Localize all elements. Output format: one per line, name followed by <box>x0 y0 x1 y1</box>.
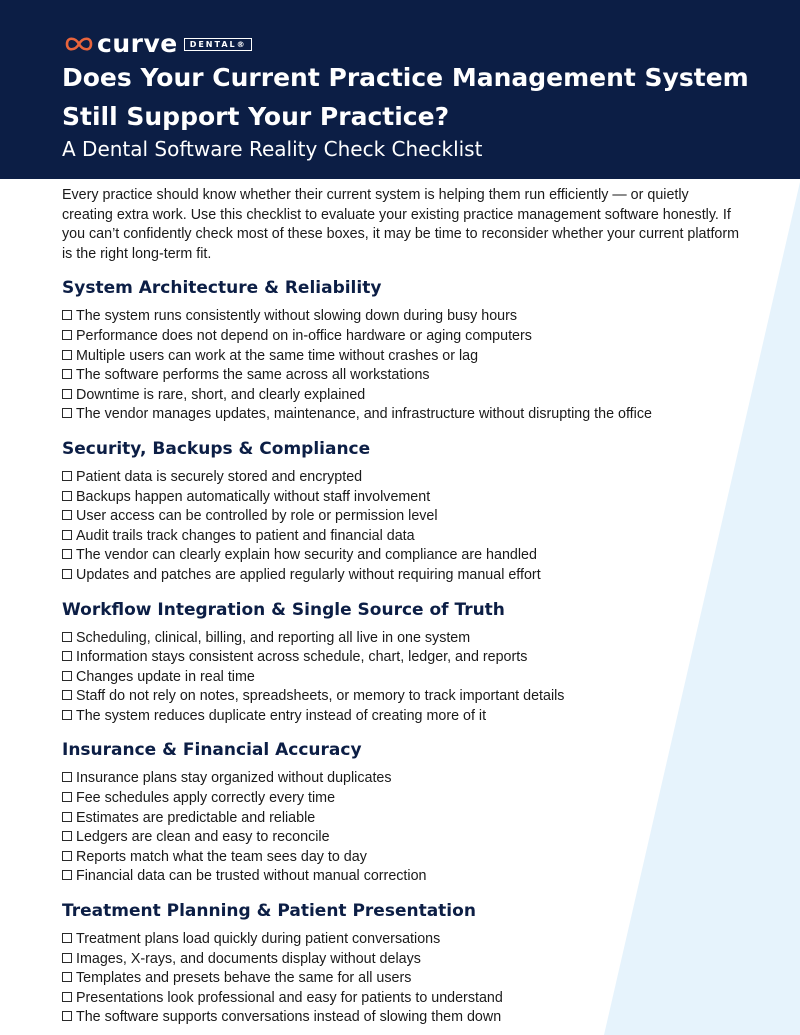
checklist-item <box>62 347 742 367</box>
checklist-item <box>62 707 742 727</box>
checkbox-icon[interactable] <box>62 812 72 822</box>
checkbox-icon[interactable] <box>62 851 72 861</box>
logo-badge: DENTAL® <box>184 38 252 51</box>
checkbox-icon[interactable] <box>62 389 72 399</box>
checkbox-icon[interactable] <box>62 310 72 320</box>
main-content <box>62 186 742 1028</box>
checklist-item <box>62 405 742 425</box>
header-banner <box>0 0 800 179</box>
checkbox-icon[interactable] <box>62 992 72 1002</box>
intro-paragraph: Every practice should know whether their current system is helping them run efficiently — or quietly creating extra work. Use this checklist to evaluate your existing practice management software honestly. If you can’t confidently check most of these boxes, it may be time to reconsider whether your current platform is the right long-term fit. <box>62 187 740 262</box>
checklist-item <box>62 468 742 488</box>
checklist-item <box>62 789 742 809</box>
checklist-item-text: Audit trails track changes to patient and financial data <box>76 527 415 544</box>
checklist-item <box>62 366 742 386</box>
checklist <box>62 629 742 727</box>
checklist-item-text: User access can be controlled by role or permission level <box>76 508 438 525</box>
section-heading: System Architecture & Reliability <box>62 278 382 299</box>
checkbox-icon[interactable] <box>62 569 72 579</box>
checklist-item-text: Downtime is rare, short, and clearly explained <box>76 386 366 403</box>
checkbox-icon[interactable] <box>62 632 72 642</box>
checklist-item-text: The system runs consistently without slowing down during busy hours <box>76 308 518 325</box>
checklist-item-text: Estimates are predictable and reliable <box>76 809 316 826</box>
checklist-section <box>62 739 742 887</box>
checkbox-icon[interactable] <box>62 330 72 340</box>
checklist-item <box>62 668 742 688</box>
checklist-item <box>62 809 742 829</box>
checklist-section <box>62 438 742 586</box>
checkbox-icon[interactable] <box>62 1011 72 1021</box>
checklist-item <box>62 566 742 586</box>
checkbox-icon[interactable] <box>62 933 72 943</box>
section-heading: Treatment Planning & Patient Presentation <box>62 901 476 922</box>
checklist-item <box>62 950 742 970</box>
checklist <box>62 930 742 1028</box>
checklist <box>62 769 742 887</box>
checklist-item-text: Treatment plans load quickly during patient conversations <box>76 931 441 948</box>
checklist <box>62 307 742 425</box>
checklist-item-text: Images, X-rays, and documents display without delays <box>76 950 421 967</box>
section-heading: Workflow Integration & Single Source of Truth <box>62 599 505 620</box>
checklist-item-text: Staff do not rely on notes, spreadsheets, or memory to track important details <box>76 688 565 705</box>
checkbox-icon[interactable] <box>62 710 72 720</box>
checklist-sections <box>62 277 742 1028</box>
checklist-item-text: The software performs the same across all workstations <box>76 367 430 384</box>
checklist-item <box>62 488 742 508</box>
checklist-item <box>62 507 742 527</box>
checklist-item-text: Ledgers are clean and easy to reconcile <box>76 829 330 846</box>
checkbox-icon[interactable] <box>62 549 72 559</box>
checklist-item-text: Backups happen automatically without staff involvement <box>76 488 431 505</box>
checklist-item-text: Fee schedules apply correctly every time <box>76 790 336 807</box>
checklist-item <box>62 1008 742 1028</box>
checkbox-icon[interactable] <box>62 530 72 540</box>
checklist-item <box>62 327 742 347</box>
checklist-item <box>62 969 742 989</box>
checklist-item-text: Performance does not depend on in-office hardware or aging computers <box>76 327 532 344</box>
checkbox-icon[interactable] <box>62 651 72 661</box>
checklist-item-text: Changes update in real time <box>76 668 255 685</box>
checklist <box>62 468 742 586</box>
checkbox-icon[interactable] <box>62 408 72 418</box>
curve-logo-icon <box>64 35 94 53</box>
checkbox-icon[interactable] <box>62 831 72 841</box>
checklist-item <box>62 930 742 950</box>
checklist-item-text: Insurance plans stay organized without duplicates <box>76 770 392 787</box>
checkbox-icon[interactable] <box>62 671 72 681</box>
checkbox-icon[interactable] <box>62 953 72 963</box>
checkbox-icon[interactable] <box>62 471 72 481</box>
checklist-section <box>62 277 742 425</box>
checkbox-icon[interactable] <box>62 369 72 379</box>
checklist-item <box>62 527 742 547</box>
checklist-item-text: The vendor manages updates, maintenance, and infrastructure without disrupting the office <box>76 406 652 423</box>
checkbox-icon[interactable] <box>62 690 72 700</box>
checkbox-icon[interactable] <box>62 792 72 802</box>
section-heading: Security, Backups & Compliance <box>62 438 371 459</box>
checklist-item <box>62 828 742 848</box>
page-title: Does Your Current Practice Management System Still Support Your Practice? <box>62 63 749 131</box>
checklist-item-text: Updates and patches are applied regularly without requiring manual effort <box>76 566 541 583</box>
checklist-section <box>62 900 742 1028</box>
checklist-item <box>62 769 742 789</box>
checklist-item <box>62 629 742 649</box>
checklist-item <box>62 687 742 707</box>
checklist-item <box>62 848 742 868</box>
checklist-item-text: The system reduces duplicate entry instead of creating more of it <box>76 707 487 724</box>
logo-wordmark: curve <box>97 29 178 58</box>
checklist-item-text: Information stays consistent across schedule, chart, ledger, and reports <box>76 649 528 666</box>
checklist-section <box>62 599 742 727</box>
section-heading: Insurance & Financial Accuracy <box>62 740 362 761</box>
checklist-item-text: Presentations look professional and easy for patients to understand <box>76 989 503 1006</box>
checklist-item-text: Templates and presets behave the same for all users <box>76 970 412 987</box>
checkbox-icon[interactable] <box>62 491 72 501</box>
checklist-item <box>62 307 742 327</box>
checklist-item-text: Financial data can be trusted without manual correction <box>76 868 427 885</box>
checklist-item-text: Reports match what the team sees day to day <box>76 848 367 865</box>
checklist-item-text: Patient data is securely stored and encrypted <box>76 468 363 485</box>
checklist-item-text: Multiple users can work at the same time without crashes or lag <box>76 347 479 364</box>
checklist-item-text: Scheduling, clinical, billing, and reporting all live in one system <box>76 629 471 646</box>
checkbox-icon[interactable] <box>62 510 72 520</box>
brand-logo <box>64 29 252 58</box>
page-subtitle: A Dental Software Reality Check Checklist <box>62 137 483 161</box>
checklist-item-text: The software supports conversations instead of slowing them down <box>76 1009 502 1026</box>
checkbox-icon[interactable] <box>62 772 72 782</box>
checkbox-icon[interactable] <box>62 350 72 360</box>
checkbox-icon[interactable] <box>62 972 72 982</box>
checklist-item <box>62 386 742 406</box>
checklist-item <box>62 546 742 566</box>
checklist-item <box>62 989 742 1009</box>
checklist-item-text: The vendor can clearly explain how security and compliance are handled <box>76 547 537 564</box>
checklist-item <box>62 648 742 668</box>
checklist-item <box>62 867 742 887</box>
checkbox-icon[interactable] <box>62 870 72 880</box>
